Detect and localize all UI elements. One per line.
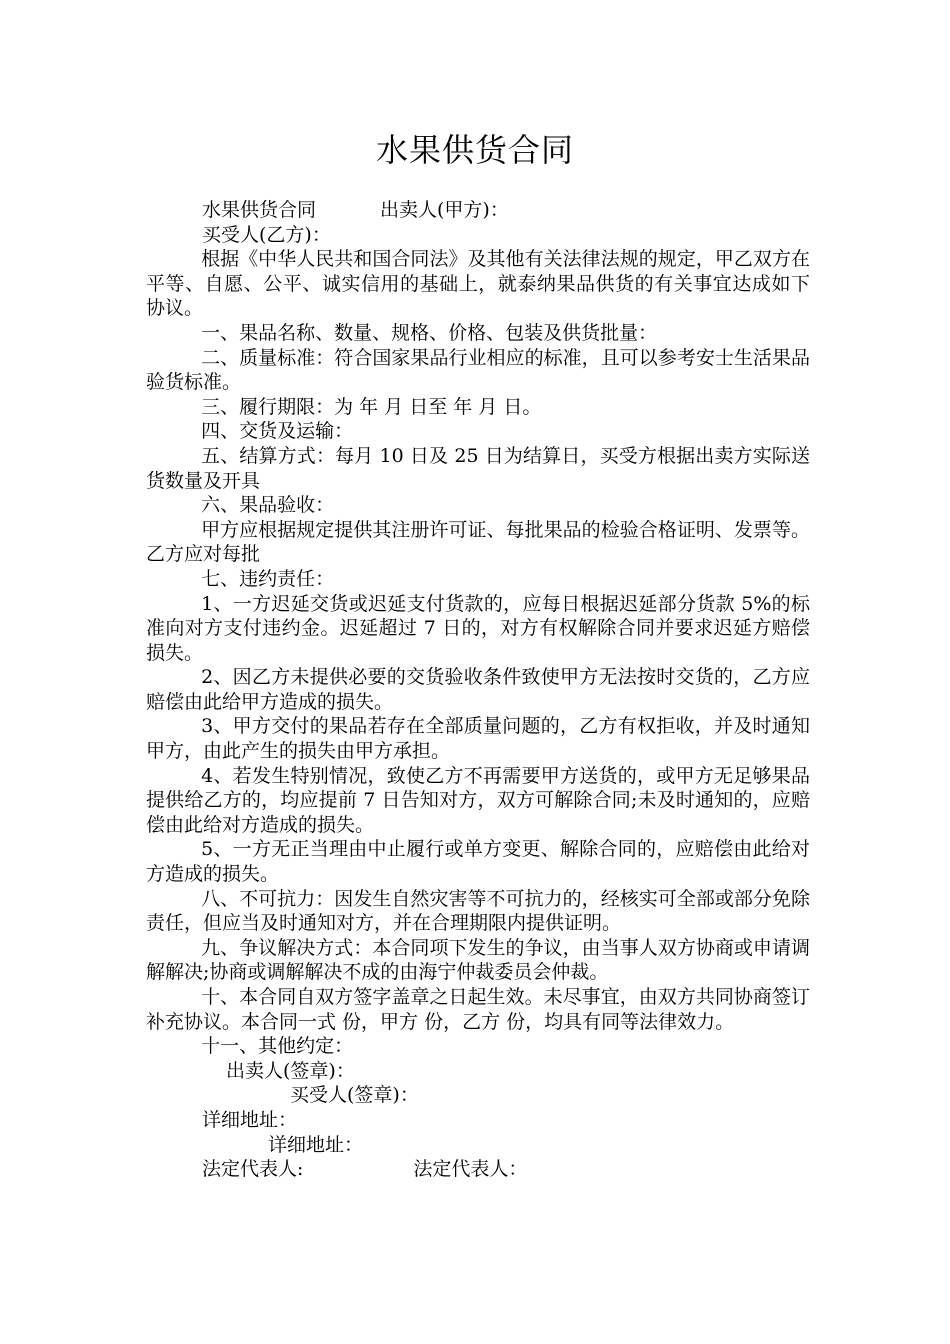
paragraph-section-10: 十、本合同自双方签字盖章之日起生效。未尽事宜，由双方共同协商签订补充协议。本合同一式 份，甲方 份，乙方 份，均具有同等法律效力。 (146, 986, 810, 1033)
document-title: 水果供货合同 (375, 131, 574, 169)
paragraph-section-2: 二、质量标准：符合国家果品行业相应的标准，且可以参考安士生活果品验货标准。 (146, 346, 810, 394)
legal-rep-line (146, 1157, 810, 1182)
paragraph-section-3: 三、履行期限：为 年 月 日至 年 月 日。 (201, 395, 542, 418)
seller-address-label: 详细地址： (202, 1108, 298, 1131)
paragraph-section-7: 七、违约责任： (201, 567, 335, 590)
buyer-address-label: 详细地址： (268, 1133, 364, 1156)
buyer-legal-rep-label: 法定代表人： (413, 1158, 528, 1181)
contract-body (146, 198, 810, 1182)
paragraph-section-8: 八、不可抗力：因发生自然灾害等不可抗力的，经核实可全部或部分免除责任，但应当及时通知对方，并在合理期限内提供证明。 (146, 887, 810, 935)
paragraph-section-5: 五、结算方式：每月 10 日及 25 日为结算日，买受方根据出卖方实际送货数量及开具 (146, 444, 810, 492)
paragraph-clause-7-2: 2、因乙方未提供必要的交货验收条件致使甲方无法按时交货的，乙方应赔偿由此给甲方造成的损失。 (146, 666, 810, 713)
paragraph-clause-7-4: 4、若发生特别情况，致使乙方不再需要甲方送货的，或甲方无足够果品提供给乙方的，均应提前 7 日告知对方，双方可解除合同;未及时通知的，应赔偿由此给对方造成的损失。 (146, 764, 810, 836)
header-line (146, 198, 810, 223)
seller-legal-rep-label: 法定代表人: (202, 1158, 304, 1181)
paragraph-section-6: 六、果品验收： (201, 494, 335, 517)
buyer-signature-label: 买受人(签章)： (290, 1084, 419, 1107)
seller-signature-label: 出卖人(签章)： (226, 1059, 355, 1082)
paragraph-section-9: 九、争议解决方式：本合同项下发生的争议，由当事人双方协商或申请调解解决;协商或调解解决不成的由海宁仲裁委员会仲裁。 (146, 936, 810, 984)
header-left-text: 水果供货合同 (202, 199, 317, 221)
paragraph-clause-7-1: 1、一方迟延交货或迟延支付货款的，应每日根据迟延部分货款 5%的标准向对方支付违约金。迟延超过 7 日的，对方有权解除合同并要求迟延方赔偿损失。 (146, 592, 810, 664)
paragraph-section-6-detail: 甲方应根据规定提供其注册许可证、每批果品的检验合格证明、发票等。乙方应对每批 (146, 518, 810, 566)
paragraph-section-4: 四、交货及运输： (201, 420, 354, 443)
paragraph-section-11: 十一、其他约定： (201, 1035, 354, 1058)
paragraph-clause-7-5: 5、一方无正当理由中止履行或单方变更、解除合同的，应赔偿由此给对方造成的损失。 (146, 838, 810, 886)
buyer-label: 买受人(乙方)： (202, 223, 331, 246)
paragraph-clause-7-3: 3、甲方交付的果品若存在全部质量问题的，乙方有权拒收，并及时通知甲方，由此产生的损失由甲方承担。 (146, 715, 810, 763)
paragraph-intro: 根据《中华人民共和国合同法》及其他有关法律法规的规定，甲乙双方在平等、自愿、公平、诚实信用的基础上，就泰纳果品供货的有关事宜达成如下协议。 (146, 248, 810, 320)
seller-label: 出卖人(甲方)： (380, 199, 509, 221)
paragraph-section-1: 一、果品名称、数量、规格、价格、包装及供货批量： (201, 321, 658, 344)
